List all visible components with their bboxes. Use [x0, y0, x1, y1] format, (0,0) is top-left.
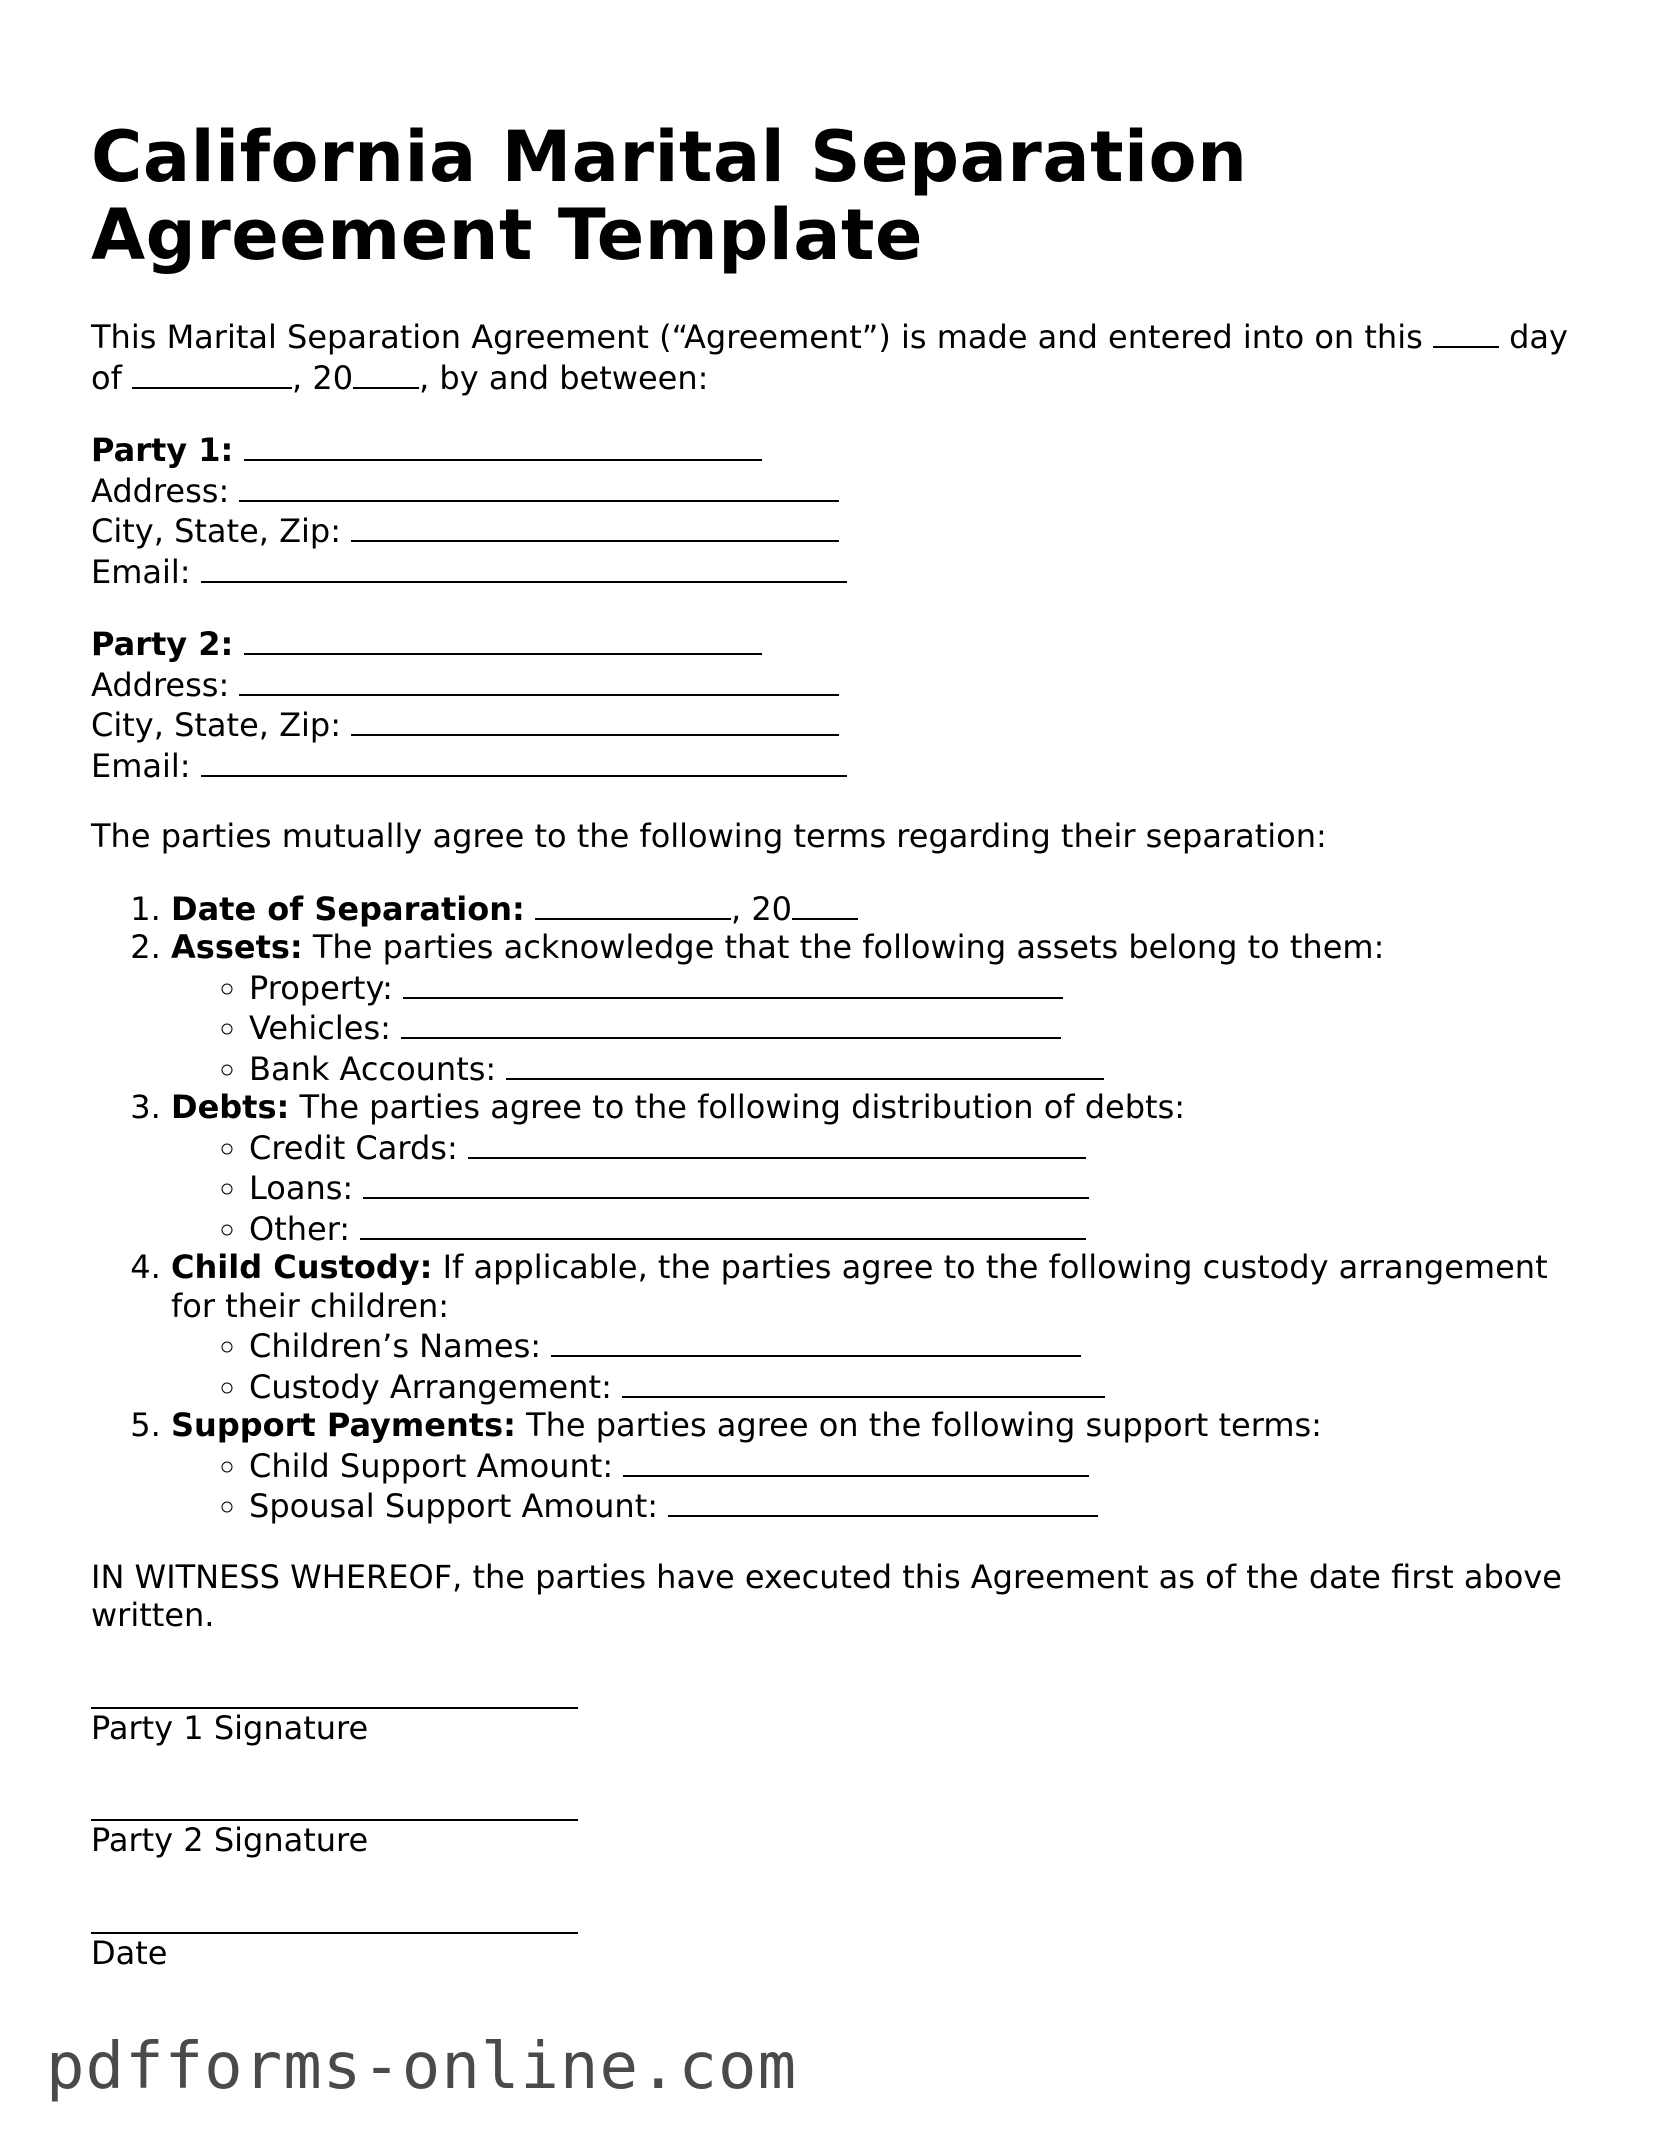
- item-label: Spousal Support Amount:: [249, 1487, 659, 1525]
- separation-year-blank[interactable]: [792, 888, 858, 920]
- term-text: The parties agree to the following distribution of debts:: [299, 1088, 1186, 1126]
- term-label: Support Payments:: [171, 1406, 516, 1444]
- support-list: [171, 1445, 1571, 1526]
- list-item: [249, 1445, 1571, 1486]
- party-1-email-blank[interactable]: [201, 551, 847, 583]
- term-child-custody: [171, 1248, 1571, 1406]
- credit-cards-blank[interactable]: [468, 1127, 1086, 1159]
- term-debts: [171, 1088, 1571, 1248]
- custody-arrangement-blank[interactable]: [622, 1366, 1105, 1398]
- item-label: Other:: [249, 1209, 351, 1248]
- party-1-address-blank[interactable]: [239, 470, 839, 502]
- term-label: Date of Separation:: [171, 889, 525, 928]
- term-assets: [171, 928, 1571, 1088]
- intro-between: , by and between:: [419, 358, 709, 397]
- item-label: Child Support Amount:: [249, 1446, 614, 1485]
- party-1-city-blank[interactable]: [351, 510, 839, 542]
- party-2-email-blank[interactable]: [201, 745, 847, 777]
- month-blank[interactable]: [132, 357, 292, 389]
- party-2-email-label: Email:: [91, 746, 191, 785]
- term-support-payments: [171, 1406, 1571, 1526]
- intro-text: This Marital Separation Agreement (“Agreement”) is made and entered into on this: [91, 318, 1423, 356]
- bank-accounts-blank[interactable]: [506, 1048, 1104, 1080]
- term-label: Child Custody:: [171, 1248, 433, 1286]
- item-label: Credit Cards:: [249, 1128, 458, 1167]
- list-item: [249, 1167, 1571, 1208]
- document-title: California Marital Separation Agreement Template: [91, 116, 1248, 276]
- vehicles-blank[interactable]: [401, 1007, 1061, 1039]
- separation-year-prefix: , 20: [730, 889, 793, 928]
- signature-caption: Party 2 Signature: [91, 1821, 369, 1859]
- item-label: Bank Accounts:: [249, 1049, 497, 1088]
- party-2-signature-line[interactable]: [91, 1783, 578, 1821]
- witness-clause: IN WITNESS WHEREOF, the parties have executed this Agreement as of the date first above written.: [91, 1557, 1562, 1634]
- signature-block-party-2: [91, 1783, 1571, 1860]
- term-label: Debts:: [171, 1088, 290, 1126]
- list-item: [249, 1007, 1571, 1048]
- watermark: pdfforms-online.com: [46, 2030, 798, 2104]
- other-debts-blank[interactable]: [360, 1208, 1086, 1240]
- intro-year-prefix: , 20: [292, 358, 354, 397]
- party-1-city-label: City, State, Zip:: [91, 512, 342, 550]
- item-label: Vehicles:: [249, 1009, 391, 1047]
- debts-list: [171, 1127, 1571, 1249]
- party-2-city-blank[interactable]: [351, 704, 839, 736]
- year-blank[interactable]: [353, 357, 419, 389]
- party-2-heading: Party 2:: [91, 625, 234, 663]
- childrens-names-blank[interactable]: [551, 1325, 1081, 1357]
- date-signature-line[interactable]: [91, 1896, 578, 1934]
- intro-paragraph: [91, 316, 1571, 397]
- item-label: Custody Arrangement:: [249, 1367, 612, 1406]
- signature-caption: Party 1 Signature: [91, 1708, 369, 1747]
- party-2-address-blank[interactable]: [239, 664, 839, 696]
- party-1-email-label: Email:: [91, 552, 191, 591]
- party-2-address-label: Address:: [91, 665, 230, 704]
- spousal-support-blank[interactable]: [668, 1485, 1098, 1517]
- item-label: Loans:: [249, 1169, 354, 1207]
- custody-list: [171, 1325, 1571, 1406]
- list-item: [249, 1366, 1571, 1407]
- intro-day-of: day of: [91, 318, 1568, 397]
- item-label: Property:: [249, 968, 393, 1007]
- signature-block-party-1: [91, 1671, 1571, 1748]
- separation-date-blank[interactable]: [535, 888, 731, 920]
- item-label: Children’s Names:: [249, 1327, 542, 1365]
- party-2-name-blank[interactable]: [244, 623, 762, 655]
- term-text: The parties agree on the following support terms:: [526, 1406, 1322, 1444]
- signature-block-date: [91, 1896, 1571, 1973]
- terms-lead: The parties mutually agree to the following terms regarding their separation:: [91, 817, 1327, 855]
- list-item: [249, 967, 1571, 1008]
- loans-blank[interactable]: [363, 1167, 1089, 1199]
- document-page: [91, 118, 1571, 1972]
- child-support-blank[interactable]: [623, 1445, 1089, 1477]
- party-1-heading: Party 1:: [91, 431, 234, 469]
- party-2-block: [91, 623, 1571, 785]
- term-date-of-separation: [171, 888, 1571, 929]
- list-item: [249, 1485, 1571, 1526]
- term-label: Assets:: [171, 928, 303, 966]
- signature-caption: Date: [91, 1933, 168, 1972]
- party-1-signature-line[interactable]: [91, 1671, 578, 1709]
- assets-list: [171, 967, 1571, 1089]
- list-item: [249, 1325, 1571, 1366]
- term-text: If applicable, the parties agree to the following custody arrangement for their children:: [171, 1248, 1548, 1325]
- list-item: [249, 1127, 1571, 1168]
- property-blank[interactable]: [403, 967, 1063, 999]
- party-1-address-label: Address:: [91, 471, 230, 510]
- terms-list: [91, 888, 1571, 1526]
- list-item: [249, 1208, 1571, 1249]
- day-blank[interactable]: [1433, 316, 1499, 348]
- term-text: The parties acknowledge that the following assets belong to them:: [312, 928, 1385, 966]
- party-2-city-label: City, State, Zip:: [91, 706, 342, 744]
- party-1-name-blank[interactable]: [244, 429, 762, 461]
- list-item: [249, 1048, 1571, 1089]
- party-1-block: [91, 429, 1571, 591]
